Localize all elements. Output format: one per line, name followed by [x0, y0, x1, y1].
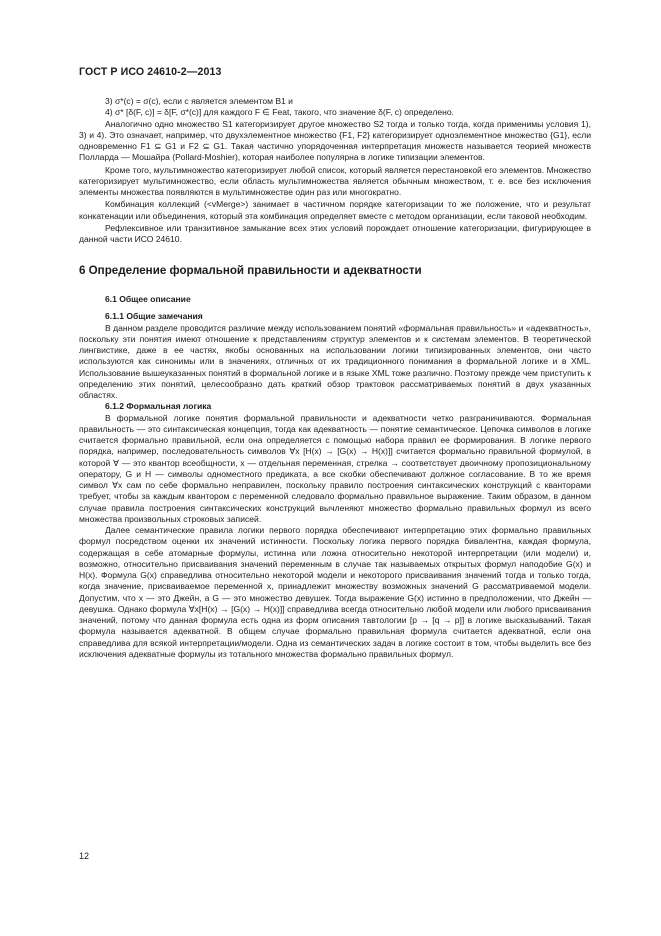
paragraph-closure: Рефлексивное или транзитивное замыкание всех этих условий порождает отношение категоризации, фигурирующее в данной части ИСО 24610. — [79, 222, 591, 244]
page-content — [79, 96, 591, 660]
list-item-condition-3: 3) σ*(c) = σ(c), если c является элементом B1 и — [105, 96, 293, 106]
list-item-condition-4: 4) σ* [δ(F, c)] = δ[F, σ*(c)] для каждого F ∈ Feat, такого, что значение δ(F, c) определено. — [105, 107, 454, 118]
page-header-title: ГОСТ Р ИСО 24610-2—2013 — [79, 66, 222, 78]
paragraph-pollard-moshier: Аналогично одно множество S1 категоризирует другое множество S2 тогда и только тогда, когда применимы условия 1), 3) и 4). Это означает, например, что двухэлементное множество {F1, F2} категоризирует одноэлементное множество {G1}, если одновременно F1 ⊆ G1 и F2 ⊆ G1. Такая частично упорядоченная интерпретация множеств называется теорией множеств Полларда — Мошайра (Pollard-Moshier), которая наиболее популярна в логике типизации элементов. — [79, 118, 591, 163]
paragraph-formal-logic-1: В формальной логике понятия формальной правильности и адекватности четко разграничиваются. Формальная правильность — это синтаксическая концепция, тогда как адекватность — понятие семантическое. Цепочка символов в логике считается формально правильной, если она определяется с помощью набора правил ее формирования. В логике первого порядка, например, последовательность символов ∀x [H(x) → [G(x) → H(x)]] считается формально правильной формулой, в которой ∀ — это квантор всеобщности, x — отдельная переменная, стрелка → соответствует двоичному пропозициональному оператору, G и H — символы одноместного предиката, а все скобки обеспечивают должное согласование. В то же время символ ∀x сам по себе формально неправилен, поскольку правило построения синтаксических конструкций с кванторами требует, чтобы за каждым квантором с переменной следовало формально правильное выражение. Таким образом, в данном случае правила построения синтаксических конструкций вычленяют множество формально правильных формул из всего множества произвольных строковых записей. — [79, 412, 591, 524]
paragraph-multiset: Кроме того, мультимножество категоризирует любой список, который является перестановкой его элементов. Множество категоризирует мультимножество, если область мультимножества является обычным множеством, т. е. все без исключения элементы множества появляются в мультимножестве один раз или многократно. — [79, 164, 591, 197]
section-6-1-1-heading: 6.1.1 Общие замечания — [105, 311, 203, 322]
paragraph-vmerge: Комбинация коллекций (<vMerge>) занимает в частичном порядке категоризации то же положение, что и результат конкатенации или объединения, который эта комбинация определяет вместе с методом организации, если таковой необходим. — [79, 199, 591, 221]
section-6-1-heading: 6.1 Общее описание — [105, 294, 191, 305]
paragraph-formal-logic-2: Далее семантические правила логики первого порядка обеспечивают интерпретацию этих формально правильных формул посредством оценки их значений истинности. Поскольку логика первого порядка бивалентна, каждая формула, содержащая в себе атомарные формулы, истинна или ложна относительно некоторой интерпретации (или модели) и, возможно, относительно присваивания значений переменным в случае так называемых открытых формул наподобие G(x) и H(x). Формула G(x) справедлива относительно некоторой модели и некоторого присваивания значений тогда и только тогда, когда значение, присваиваемое переменной x, принадлежит множеству возможных значений G рассматриваемой модели. Допустим, что x — это Джейн, а G — это множество девушек. Тогда выражение G(x) истинно в предположении, что Джейн — девушка. Однако формула ∀x[H(x) → [G(x) → H(x)]] справедлива всегда относительно любой модели или любого присваивания значений, потому что данная формула есть одна из форм описания тавтологии [p → [q → p]] в логике высказываний. Такая формула называется адекватной. В общем случае формально правильная формула считается адекватной, если она справедлива для всякой интерпретации/модели. Одна из семантических задач в логике состоит в том, чтобы выделить все без исключения адекватные формулы из тотального множества формально правильных формул. — [79, 525, 591, 659]
page-number: 12 — [79, 851, 90, 861]
section-6-heading: 6 Определение формальной правильности и адекватности — [79, 264, 422, 278]
paragraph-general-remarks: В данном разделе проводится различие между использованием понятий «формальная правильность» и «адекватность», поскольку эти понятия имеют отношение к представлениям структур элементов и к системам элементов. В теоретической лингвистике, даже в ее частях, якобы основанных на использовании логики типизированных элементов, они часто используются как синонимы или в значениях, отличных от их традиционного понимания в формальной логике и в XML. Использование вышеуказанных понятий в формальной логике и в языке XML тоже различно. Поэтому прежде чем приступить к определению этих понятий, целесообразно дать краткий обзор трактовок рассматриваемых понятий в двух указанных областях. — [79, 322, 591, 400]
section-6-1-2-heading: 6.1.2 Формальная логика — [105, 401, 212, 412]
